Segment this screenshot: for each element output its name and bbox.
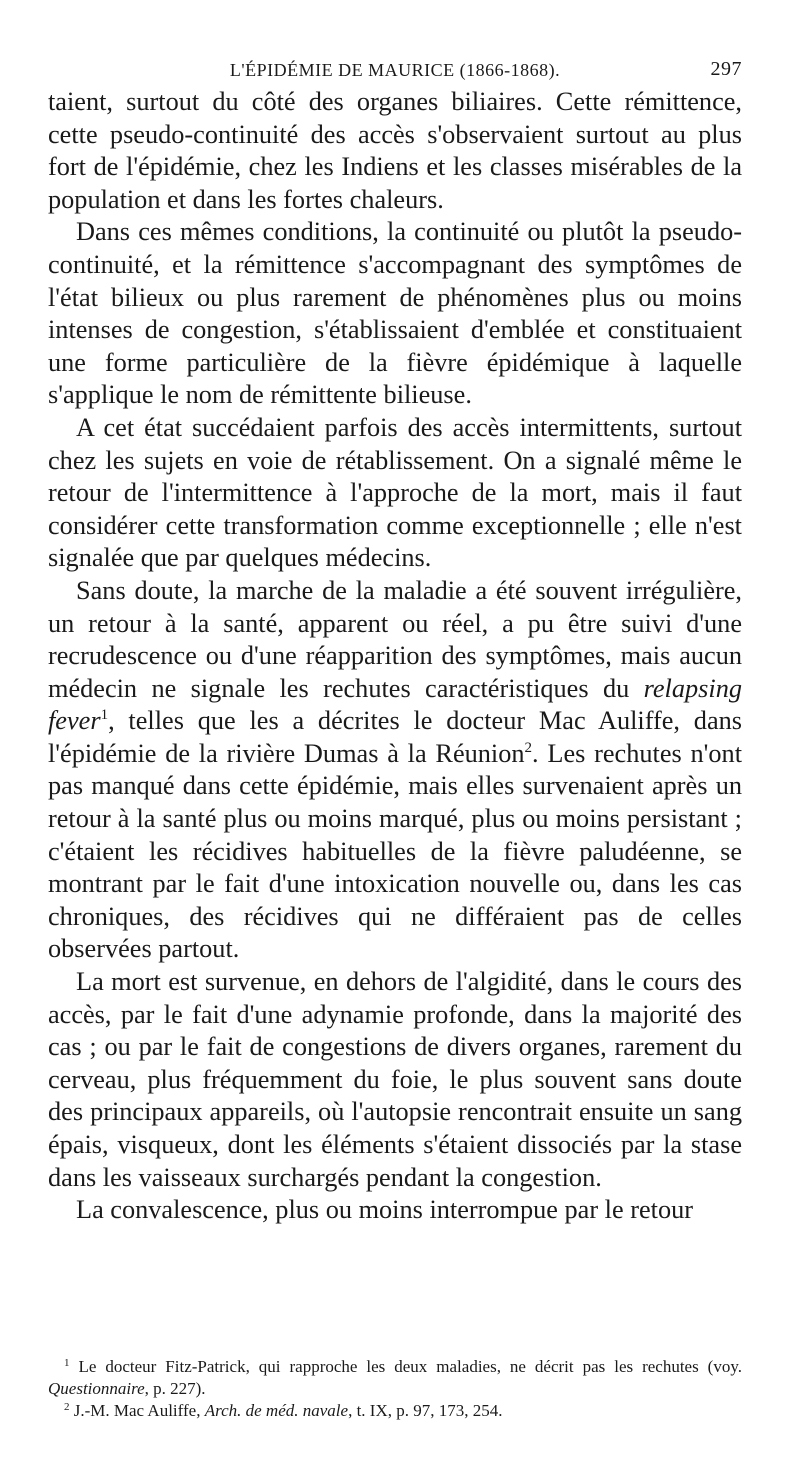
footnote-2-mark: 2 [64, 1401, 70, 1413]
footnote-1-text-a: Le docteur Fitz-Patrick, qui rapproche les deux maladies, ne décrit pas les rechutes (voy. [78, 1357, 742, 1376]
page-number: 297 [710, 58, 742, 80]
footnote-1-italic: Questionnaire [48, 1379, 145, 1398]
footnote-1 [48, 1356, 742, 1400]
page [48, 56, 742, 1227]
paragraph-4-part-c: . Les rechutes n'ont pas manqué dans cette épidémie, mais elles survenaient après un retour à la santé plus ou moins marqué, plus ou moins persistant ; c'étaient les récidives habituelles de la fièvre paludéenne, se montrant par le fait d'une intoxication nouvelle ou, dans les cas chroniques, des récidives qui ne différaient pas de celles observées partout. [48, 738, 742, 964]
footnote-2-text-a: J.-M. Mac Auliffe, [73, 1401, 205, 1420]
running-title: L'ÉPIDÉMIE DE MAURICE (1866-1868). [229, 60, 561, 80]
footnote-1-text-b: , p. 227). [144, 1379, 206, 1398]
footnote-ref-1: 1 [100, 707, 109, 724]
running-head [48, 56, 742, 86]
footnote-2-italic: Arch. de méd. navale [204, 1401, 349, 1420]
paragraph-6: La convalescence, plus ou moins interrompue par le retour [76, 1195, 694, 1225]
footnote-2-text-b: , t. IX, p. 97, 173, 254. [348, 1401, 503, 1420]
paragraph-4 [48, 575, 742, 966]
paragraph-2: Dans ces mêmes conditions, la continuité ou plutôt la pseudo-continuité, et la rémittence s'accompagnant des symptômes de l'état bilieux ou plus rarement de phénomènes plus ou moins intenses de congestion, s'établissaient d'emblée et constituaient une forme particulière de la fièvre épidémique à laquelle s'applique le nom de rémittente bilieuse. [48, 217, 742, 410]
footnote-2 [48, 1400, 742, 1422]
paragraph-5: La mort est survenue, en dehors de l'algidité, dans le cours des accès, par le fait d'une adynamie profonde, dans la majorité des cas ; ou par le fait de congestions de divers organes, rarement du cerveau, plus fréquemment du foie, le plus souvent sans doute des principaux appareils, où l'autopsie rencontrait ensuite un sang épais, visqueux, dont les éléments s'étaient dissociés par la stase dans les vaisseaux surchargés pendant la congestion. [48, 967, 742, 1192]
paragraph-3: A cet état succédaient parfois des accès intermittents, surtout chez les sujets en voie de rétablissement. On a signalé même le retour de l'intermittence à l'approche de la mort, mais il faut considérer cette transformation comme exceptionnelle ; elle n'est signalée que par quelques médecins. [48, 412, 742, 573]
paragraph-4-part-a: Sans doute, la marche de la maladie a été souvent irrégulière, un retour à la santé, apparent ou réel, a pu être suivi d'une recrudescence ou d'une réapparition des symptômes, mais aucun médecin ne signale les rechutes caractéristiques du [48, 575, 742, 703]
footnote-ref-2: 2 [524, 739, 533, 756]
footnote-1-mark: 1 [64, 1357, 70, 1369]
paragraph-1: taient, surtout du côté des organes biliaires. Cette rémittence, cette pseudo-continuité des accès s'observaient surtout au plus fort de l'épidémie, chez les Indiens et les classes misérables de la population et dans les fortes chaleurs. [48, 87, 742, 214]
paragraph-4-part-b: , telles que les a décrites le docteur Mac Auliffe, dans l'épidémie de la rivière Dumas à la Réunion [48, 706, 742, 768]
body-text [48, 86, 742, 1227]
footnotes [48, 1356, 742, 1422]
relapsing-fever-term: relapsing fever [48, 673, 742, 736]
